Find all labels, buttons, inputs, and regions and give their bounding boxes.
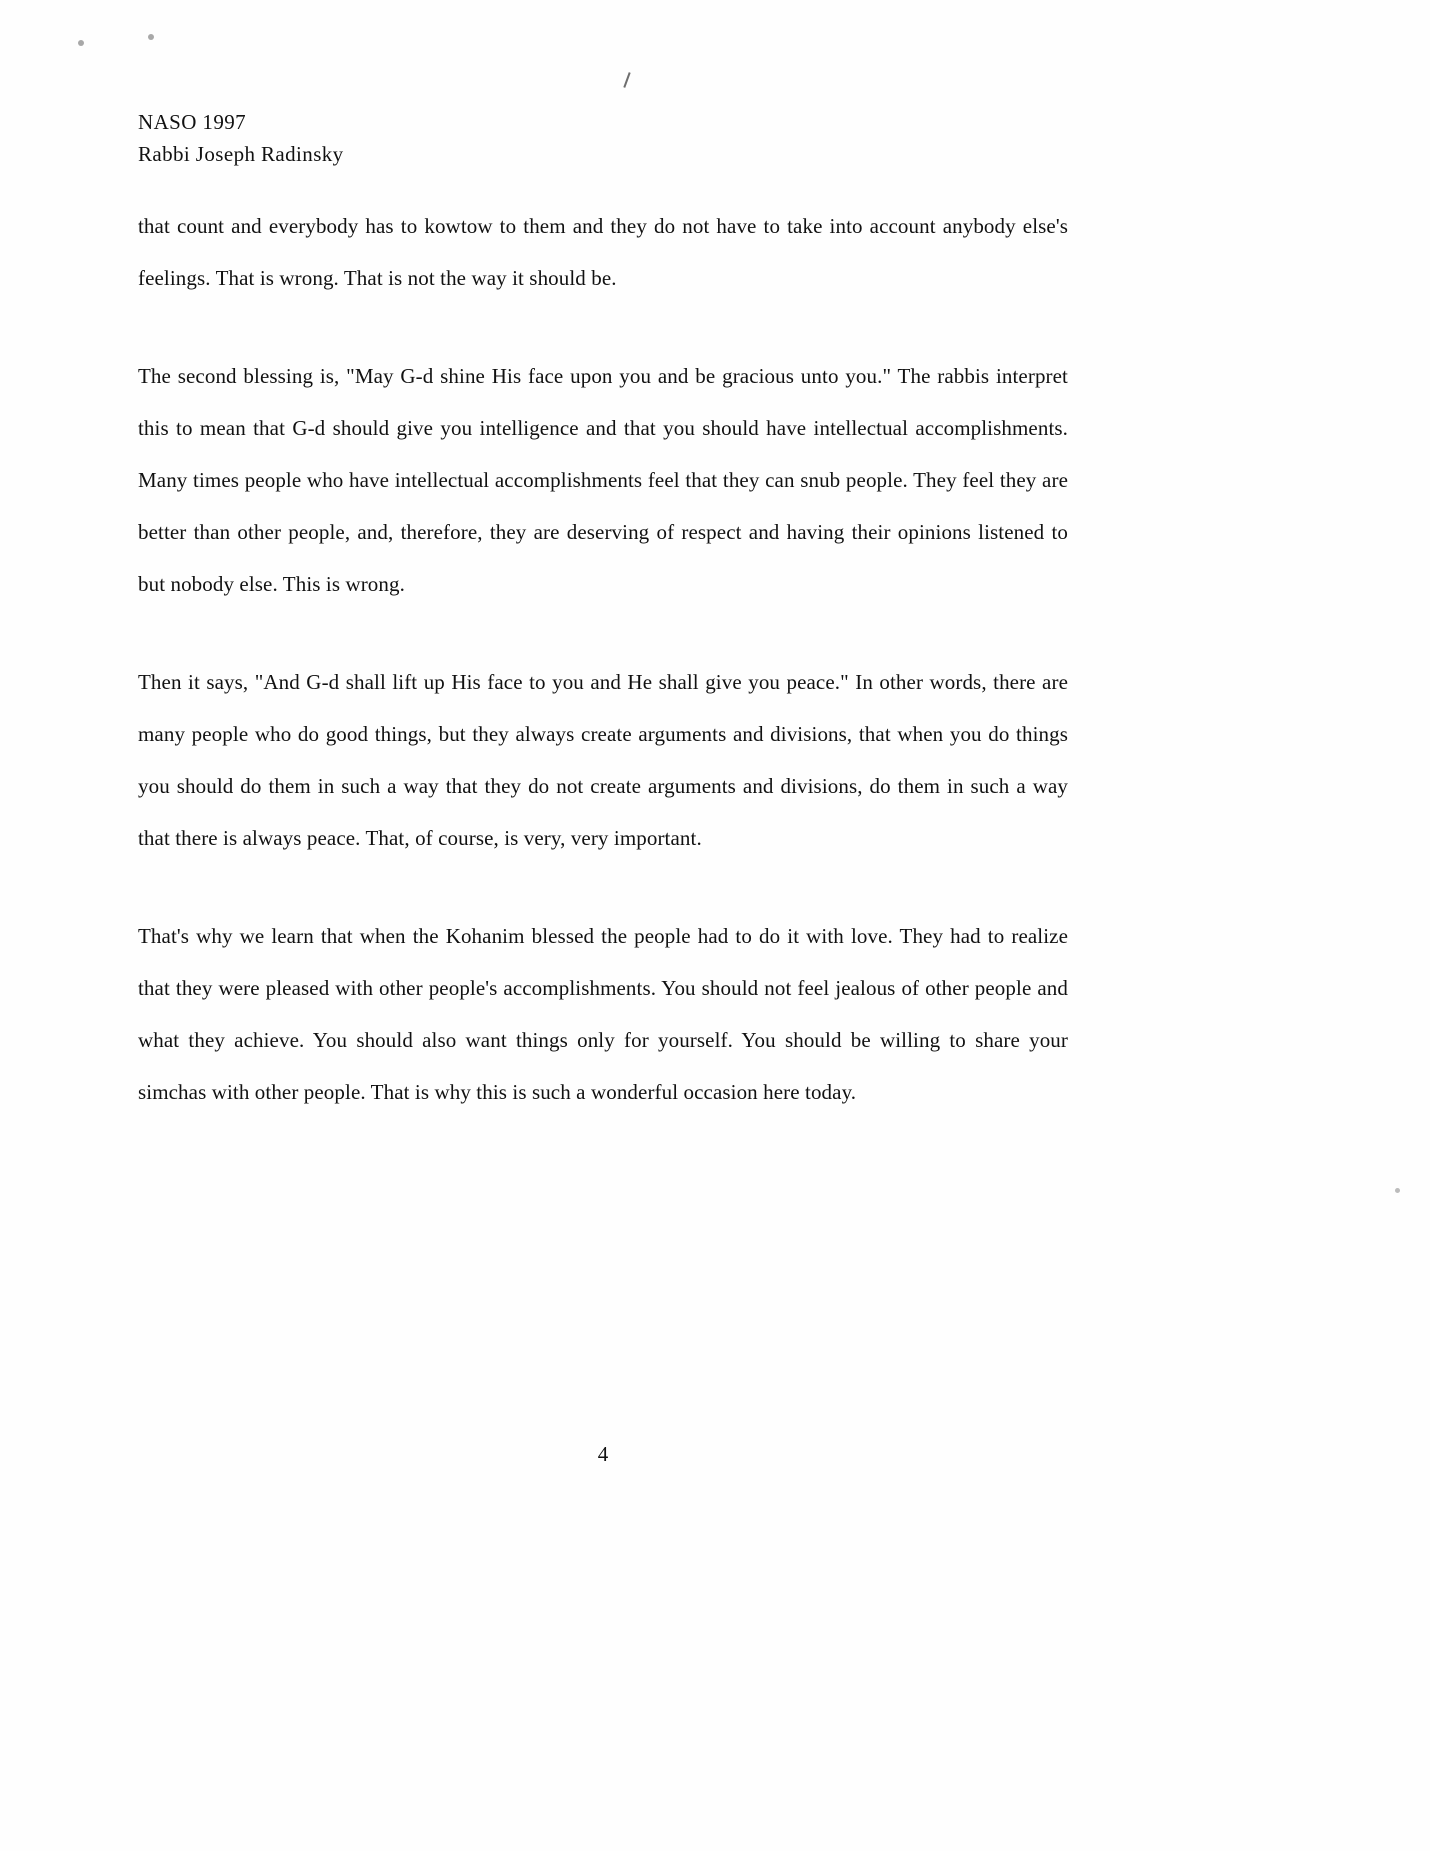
- paragraph: Then it says, "And G-d shall lift up His face to you and He shall give you peace." In other words, there are many people who do good things, but they always create arguments and divisions, that when you do things you should do them in such a way that they do not create arguments and divisions, do them in such a way that there is always peace. That, of course, is very, very important.: [138, 670, 1068, 850]
- document-body: [138, 106, 1068, 1466]
- document-header-author: Rabbi Joseph Radinsky: [138, 142, 344, 166]
- scan-speck-icon: [1395, 1188, 1400, 1193]
- scan-speck-icon: [148, 34, 154, 40]
- paragraph: That's why we learn that when the Kohanim blessed the people had to do it with love. They had to realize that they were pleased with other people's accomplishments. You should not feel jealous of other people and what they achieve. You should also want things only for yourself. You should be willing to share your simchas with other people. That is why this is such a wonderful occasion here today.: [138, 924, 1068, 1104]
- page-number: 4: [597, 1442, 609, 1466]
- paragraph: The second blessing is, "May G-d shine His face upon you and be gracious unto you." The rabbis interpret this to mean that G-d should give you intelligence and that you should have intellectual accomplishments. Many times people who have intellectual accomplishments feel that they can snub people. They feel they are better than other people, and, therefore, they are deserving of respect and having their opinions listened to but nobody else. This is wrong.: [138, 364, 1068, 596]
- paragraph: that count and everybody has to kowtow to them and they do not have to take into account anybody else's feelings. That is wrong. That is not the way it should be.: [138, 214, 1068, 290]
- document-header-title: NASO 1997: [138, 110, 247, 134]
- scan-speck-icon: [78, 40, 84, 46]
- scan-mark-icon: [623, 72, 630, 88]
